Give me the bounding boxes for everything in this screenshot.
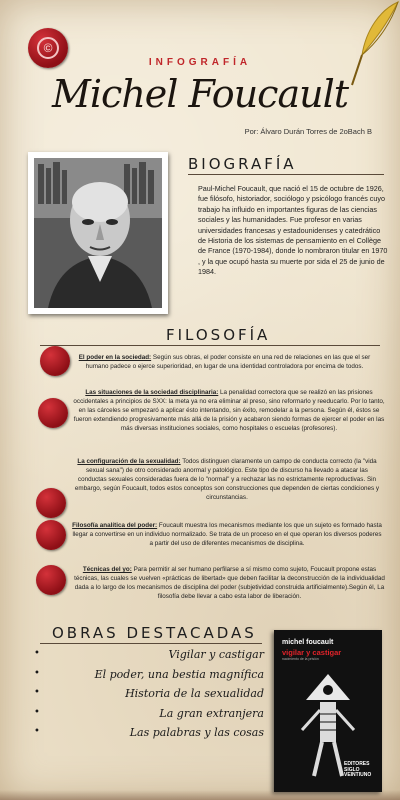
portrait-photo xyxy=(28,152,168,314)
philosophy-item xyxy=(72,353,377,371)
book-cover-image xyxy=(274,630,382,792)
philosophy-divider xyxy=(40,345,380,346)
book-title: vigilar y castigar xyxy=(282,648,342,657)
philosophy-item-text: Todos distinguen claramente un campo de conducta correcto (la "vida sexual sana") de otro considerado anormal y patológico. Este tipo de discurso ha llevado a atacar las conductas sexuales consideradas fuera de lo "normal" y a rechazar las no estrictamente reproductivas. Sin embargo, según Foucault, todos estos conceptos son construcciones que dependen de ciertas condiciones y circunstancias. xyxy=(74,458,380,501)
works-heading: OBRAS DESTACADAS xyxy=(52,624,257,642)
author-byline: Por: Álvaro Durán Torres de 2oBach B xyxy=(244,127,372,136)
book-subtitle: nacimiento de la prisión xyxy=(282,657,319,661)
wax-seal-bullet-icon xyxy=(36,565,66,595)
page-title: Michel Foucault xyxy=(51,72,348,116)
biography-heading: BIOGRAFÍA xyxy=(188,155,297,173)
work-title: La gran extranjera xyxy=(159,706,264,720)
work-title: Historia de la sexualidad xyxy=(125,687,264,700)
paper-bottom-edge xyxy=(0,790,400,800)
philosophy-item-text: Según sus obras, el poder consiste en una red de relaciones en las que el ser humano padece o ejerce superioridad, en lugar de una identidad controladora por encima de todos. xyxy=(85,354,371,370)
philosophy-item-title: Técnicas del yo: xyxy=(82,566,132,573)
philosophy-item xyxy=(72,457,382,502)
book-publisher: EDITORES SIGLO VEINTIUNO xyxy=(344,761,372,778)
biography-divider xyxy=(188,174,384,175)
wax-seal-bullet-icon xyxy=(36,488,66,518)
wax-seal-bullet-icon xyxy=(36,520,66,550)
book-author: michel foucault xyxy=(282,639,334,646)
works-divider xyxy=(40,643,262,644)
philosophy-item-title: Las situaciones de la sociedad disciplinaria: xyxy=(85,389,219,396)
list-item xyxy=(34,726,264,746)
wax-seal-bullet-icon xyxy=(40,346,70,376)
work-title: El poder, una bestia magnífica xyxy=(94,667,264,681)
biography-text: Paul-Michel Foucault, que nació el 15 de octubre de 1926, fue filósofo, historiador, sociólogo y psicólogo francés cuyo trabajo ha influido en importantes figuras de las ciencias sociales y las humanidades. Fue profesor en varias universidades francesas y estadounidenses y catedrático de Historia de los sistemas de pensamiento en el Collège de France (1970-1984), donde lo nombraron titular en 1970 , y la que ocupó hasta su muerte por sida el 25 de junio de 1984. xyxy=(198,184,388,277)
works-list xyxy=(34,648,264,746)
bullet-icon: • xyxy=(34,706,40,718)
bullet-icon: • xyxy=(34,687,40,698)
list-item xyxy=(34,668,264,688)
bullet-icon: • xyxy=(34,667,40,679)
list-item xyxy=(34,648,264,668)
infographic-kicker: INFOGRAFÍA xyxy=(148,57,252,68)
bullet-icon: • xyxy=(34,726,40,737)
philosophy-heading: FILOSOFÍA xyxy=(166,326,271,344)
seal-symbol: © xyxy=(37,37,59,59)
philosophy-item-title: Filosofía analítica del poder: xyxy=(72,522,158,529)
philosophy-item-title: La configuración de la sexualidad: xyxy=(77,458,181,465)
work-title: Las palabras y las cosas xyxy=(129,726,264,739)
philosophy-item-text: La penalidad correctora que se realizó en las prisiones occidentales a principios de SXX: la meta ya no era eliminar al preso, sino reformarlo y reeducarlo. Por lo tanto, en las cárceles se empezaró a aplicar ésto intentando, sin éxito, remodelar a la persona. Según él, éstos se fueron extendiendo progresivamente más allá de la prisión y acabaron siendo formas de ejercer el poder en las más diversas instituciones sociales, como hospitales o escuelas (profesores). xyxy=(73,389,385,432)
philosophy-item-text: Para permitir al ser humano perfilarse a sí mismo como sujeto, Foucault propone estas técnicas, las cuales se vuelven «prácticas de libertad» que deben facilitar la deconstrucción de la individualidad dada a lo largo de los mecanismos de disciplina del poder (subjetividad construida artificialmente).Según él, La filosofía debe llevar a cabo esta labor de liberación. xyxy=(74,566,385,600)
list-item xyxy=(34,707,264,727)
philosophy-item xyxy=(72,521,382,548)
wax-seal-bullet-icon xyxy=(38,398,68,428)
philosophy-item xyxy=(72,565,387,601)
work-title: Vigilar y castigar xyxy=(168,648,264,661)
list-item xyxy=(34,687,264,707)
philosophy-item-title: El poder en la sociedad: xyxy=(78,354,152,361)
philosophy-item xyxy=(72,388,386,433)
bullet-icon: • xyxy=(34,648,40,659)
philosophy-item-text: Foucault muestra los mecanismos mediante los que un sujeto es formado hasta llegar a convertirse en un individuo normalizado. Se trata de un proceso en el que operan los diversos poderes a partir del uso de diferentes mecanismos de disciplina. xyxy=(72,522,382,547)
